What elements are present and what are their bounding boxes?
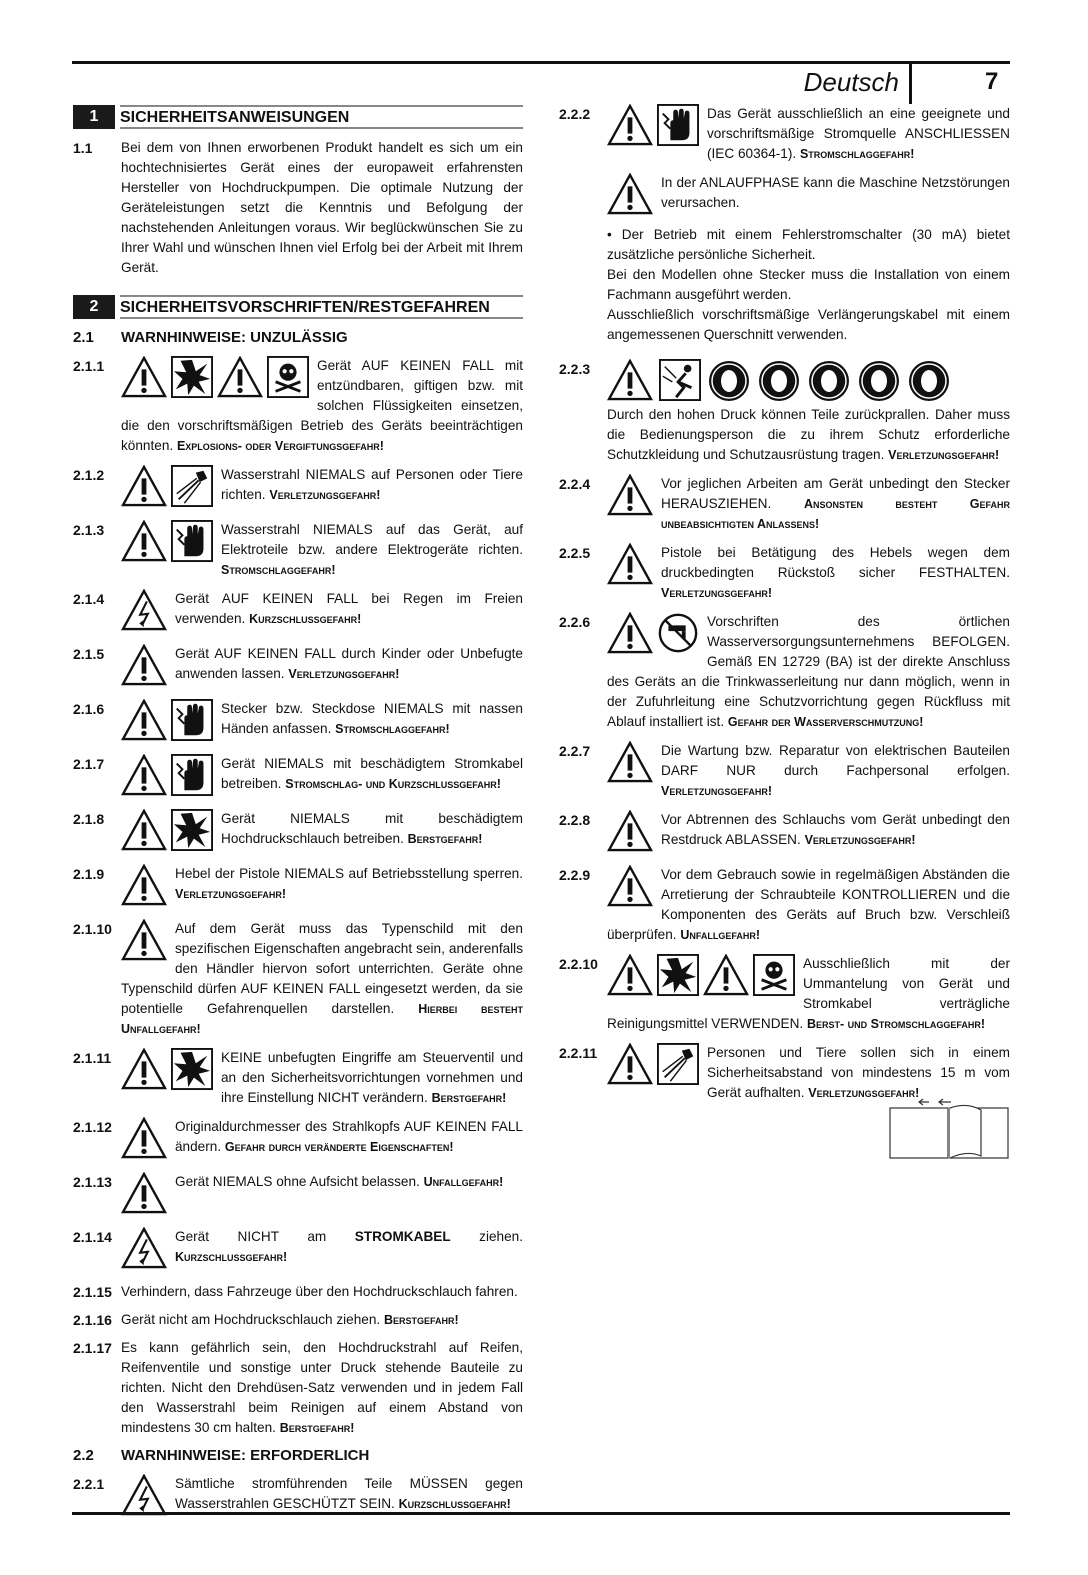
item-text: Es kann gefährlich sein, den Hochdruckstrahl auf Reifen, Reifenventile und sonstige unter Druck stehende Bauteile zu richten. Nicht den Drehdüsen-Satz verwenden und in jedem Fall den Wasserstrahl beim Reinigen auf einem Abstand von mindestens 30 cm halten. (121, 1340, 523, 1435)
ear-protection-icon (807, 359, 851, 403)
hazard-warning: Verletzungsgefahr! (288, 667, 400, 681)
gloves-icon (857, 359, 901, 403)
helmet-icon (757, 359, 801, 403)
subsection-title: WARNHINWEISE: ERFORDERLICH (121, 1447, 370, 1464)
header-language: Deutsch (790, 64, 912, 104)
hazard-warning: Ansonsten besteht Gefahr unbeabsichtigten Anlassens! (661, 497, 1010, 531)
hazard-warning: Explosions- oder Vergiftungsgefahr! (176, 439, 384, 453)
item-text: Gerät NICHT am (175, 1229, 355, 1244)
item-text: Vor dem Gebrauch sowie in regelmäßigen Abständen die Arretierung der Schraubteile KONTROLLIEREN und die Komponenten des Geräts auf Bruch bzw. Verschleiß überprüfen. (607, 867, 1010, 942)
electric-hand-icon (171, 520, 213, 562)
warning-icon (121, 864, 167, 906)
item-number: 2.1.13 (73, 1174, 112, 1190)
warning-icon (607, 543, 653, 585)
item-number: 2.1.17 (73, 1340, 112, 1356)
subsection-2-2-heading (73, 1446, 523, 1466)
warning-icon (121, 699, 167, 741)
item-text: Sämtliche stromführenden Teile MÜSSEN gegen Wasserstrahlen GESCHÜTZT SEIN. (175, 1476, 523, 1511)
hazard-warning: Verletzungsgefahr! (269, 488, 381, 502)
item-text: Originaldurchmesser des Strahlkopfs AUF KEINEN FALL ändern. (175, 1119, 523, 1154)
item-2-1-12 (73, 1117, 523, 1163)
item-text: In der ANLAUFPHASE kann die Maschine Netzstörungen verursachen. (661, 175, 1010, 210)
item-text: Auf dem Gerät muss das Typenschild mit den spezifischen Eigenschaften angebracht sein, anderenfalls den Händler hiervon sofort unterrichten. Geräte ohne Typenschild dürfen AUF KEINEN FALL eingesetzt werden, da sie potentielle Gefahrenquellen darstellen. (121, 921, 523, 1016)
item-text: Verhindern, dass Fahrzeuge über den Hochdruckschlauch fahren. (121, 1284, 518, 1299)
warning-icon (607, 954, 653, 996)
hazard-warning: Berstgefahr! (407, 832, 483, 846)
paragraph-1-1 (73, 138, 523, 278)
item-text: KEINE unbefugten Eingriffe am Steuerventil und an den Sicherheitsvorrichtungen vornehmen und ihre Einstellung NICHT verändern. (221, 1050, 523, 1105)
item-text: Wasserstrahl NIEMALS auf das Gerät, auf Elektroteile bzw. andere Elektrogeräte richten. (221, 522, 523, 557)
item-text: • Der Betrieb mit einem Fehlerstromschalter (30 mA) bietet zusätzliche persönliche Sicherheit. (607, 227, 1010, 262)
section-number: 1 (73, 105, 115, 129)
hazard-warning: Stromschlaggefahr! (221, 563, 336, 577)
item-text: Das Gerät ausschließlich an eine geeignete und vorschriftsmäßige Stromquelle ANSCHLIESSEN (IEC 60364-1). (707, 106, 1010, 161)
item-2-1-13 (73, 1172, 523, 1218)
warning-icon (607, 741, 653, 783)
hazard-warning: Kurzschlussgefahr! (398, 1497, 511, 1511)
hazard-warning: Unfallgefahr! (680, 928, 761, 942)
item-number: 2.2.5 (559, 545, 591, 561)
rebound-hazard-icon (659, 359, 701, 401)
item-number: 2.1.10 (73, 921, 112, 937)
item-2-1-16 (73, 1310, 523, 1330)
section-title: SICHERHEITSVORSCHRIFTEN/RESTGEFAHREN (120, 295, 523, 319)
item-2-1-14 (73, 1227, 523, 1273)
warning-icon (121, 1117, 167, 1159)
warning-icon (121, 919, 167, 961)
warning-icon (121, 520, 167, 562)
hazard-warning: Berstgefahr! (383, 1313, 459, 1327)
item-number: 2.1.5 (73, 646, 105, 662)
item-2-1-17 (73, 1338, 523, 1438)
section-1-heading (73, 104, 523, 130)
item-2-2-5 (559, 543, 1010, 603)
item-number: 2.1.6 (73, 701, 105, 717)
item-number: 2.1.1 (73, 358, 105, 374)
item-number: 2.2.4 (559, 476, 591, 492)
item-text: Vorschriften des örtlichen Wasserversorgungsunternehmens BEFOLGEN. Gemäß EN 12729 (BA) ist der direkte Anschluss des Geräts an die Trinkwasserleitung nur dann möglich, wenn in der Zufuhrleitung eine Schutzvorrichtung gegen Rückfluss mit Ablauf installiert ist. (607, 614, 1010, 729)
item-text: Personen und Tiere sollen sich in einem Sicherheitsabstand von mindestens 15 m vom Gerät aufhalten. (707, 1045, 1010, 1100)
warning-icon (121, 809, 167, 851)
item-number: 2.2.8 (559, 812, 591, 828)
item-number: 2.1.3 (73, 522, 105, 538)
goggles-icon (907, 359, 951, 403)
electric-hand-icon (171, 754, 213, 796)
page-number: 7 (985, 68, 999, 95)
subsection-number: 2.1 (73, 329, 94, 346)
subsection-2-1-heading (73, 328, 523, 348)
warning-icon (607, 474, 653, 516)
item-number: 2.1.15 (73, 1284, 112, 1300)
item-2-1-7 (73, 754, 523, 800)
hazard-warning: Verletzungsgefahr! (888, 448, 1000, 462)
explosion-icon (171, 809, 213, 851)
warning-icon (121, 1172, 167, 1214)
warning-icon (121, 754, 167, 796)
item-2-1-9 (73, 864, 523, 910)
item-text: Durch den hohen Druck können Teile zurückprallen. Daher muss die Bedienungsperson die zu ihrem Schutz erforderliche Schutzkleidung und Schutzausrüstung tragen. (607, 407, 1010, 462)
item-2-2-11 (559, 1043, 1010, 1103)
hazard-warning: Kurzschlussgefahr! (175, 1250, 288, 1264)
hazard-warning: Hierbei besteht Unfallgefahr! (121, 1002, 523, 1036)
subsection-number: 2.2 (73, 1447, 94, 1464)
hazard-warning: Gefahr durch veränderte Eigenschaften! (224, 1140, 454, 1154)
item-2-2-10 (559, 954, 1010, 1034)
item-2-1-11 (73, 1048, 523, 1108)
item-number: 2.2.1 (73, 1476, 105, 1492)
item-text: Vor jeglichen Arbeiten am Gerät unbedingt den Stecker HERAUSZIEHEN. (661, 476, 1010, 511)
hazard-warning: Verletzungsgefahr! (661, 586, 773, 600)
item-number: 2.2.7 (559, 743, 591, 759)
item-2-1-15 (73, 1282, 523, 1302)
item-number: 2.2.6 (559, 614, 591, 630)
item-text: Gerät nicht am Hochdruckschlauch ziehen. (121, 1312, 381, 1327)
item-text: Stecker bzw. Steckdose NIEMALS mit nassen Händen anfassen. (221, 701, 523, 736)
hazard-warning: Berstgefahr! (431, 1091, 507, 1105)
item-2-1-6 (73, 699, 523, 745)
warning-icon (607, 810, 653, 852)
high-voltage-icon (121, 589, 167, 631)
hazard-warning: Unfallgefahr! (423, 1175, 504, 1189)
item-2-2-2 (559, 104, 1010, 164)
item-text-bold: STROMKABEL (354, 1229, 451, 1244)
item-2-1-3 (73, 520, 523, 580)
item-text: Wasserstrahl NIEMALS auf Personen oder Tiere richten. (221, 467, 523, 502)
warning-icon (121, 356, 167, 398)
item-2-2-8 (559, 810, 1010, 856)
item-number: 2.1.4 (73, 591, 105, 607)
explosion-icon (171, 356, 213, 398)
item-text: Vor Abtrennen des Schlauchs vom Gerät unbedingt den Restdruck ABLASSEN. (661, 812, 1010, 847)
item-text: Ausschließlich vorschriftsmäßige Verlängerungskabel mit einem angemessenen Querschnitt verwenden. (607, 307, 1010, 342)
item-number: 2.1.2 (73, 467, 105, 483)
paragraph-text: Bei dem von Ihnen erworbenen Produkt handelt es sich um ein hochtechnisiertes Gerät eines der europaweit erfahrensten Hersteller von Hochdruckpumpen. Die optimale Nutzung der Geräteleistungen setzt die Kenntnis und Befolgung der nachstehenden Anleitungen voraus. Wir beglückwünschen Sie zu Ihrer Wahl und wünschen Ihnen viel Erfolg bei der Arbeit mit Ihrem Gerät. (121, 140, 523, 275)
hazard-warning: Verletzungsgefahr! (804, 833, 916, 847)
item-text: Die Wartung bzw. Reparatur von elektrischen Bauteilen DARF NUR durch Fachpersonal erfolgen. (661, 743, 1010, 778)
hazard-warning: Verletzungsgefahr! (808, 1086, 920, 1100)
item-text: Gerät NIEMALS ohne Aufsicht belassen. (175, 1174, 420, 1189)
no-direct-water-connection-icon (657, 612, 699, 654)
hazard-warning: Stromschlaggefahr! (799, 147, 915, 161)
warning-icon (121, 465, 167, 507)
explosion-icon (657, 954, 699, 996)
item-text: Ausschließlich mit der Ummantelung von Gerät und Stromkabel verträgliche Reinigungsmittel VERWENDEN. (607, 956, 1010, 1031)
section-number: 2 (73, 295, 115, 319)
item-number: 2.1.12 (73, 1119, 112, 1135)
warning-icon (121, 1048, 167, 1090)
item-2-2-2-startup (559, 173, 1010, 219)
item-2-2-9 (559, 865, 1010, 945)
item-text: Gerät AUF KEINEN FALL mit entzündbaren, giftigen bzw. mit solchen Flüssigkeiten einsetzen, die den vorschriftsmäßigen Betrieb des Geräts beeinträchtigen könnten. (121, 358, 523, 453)
item-2-1-5 (73, 644, 523, 690)
item-number: 2.2.3 (559, 361, 591, 377)
item-2-1-1 (73, 356, 523, 456)
warning-icon (121, 644, 167, 686)
hazard-warning: Berst- und Stromschlaggefahr! (806, 1017, 986, 1031)
bottom-rule (72, 1512, 1010, 1515)
hazard-warning: Verletzungsgefahr! (661, 784, 773, 798)
item-2-2-3 (559, 359, 1010, 465)
high-voltage-icon (121, 1474, 167, 1516)
item-2-2-6 (559, 612, 1010, 732)
warning-icon (217, 356, 263, 398)
item-text: Gerät NIEMALS mit beschädigtem Hochdruckschlauch betreiben. (221, 811, 523, 846)
item-number: 2.1.11 (73, 1050, 112, 1066)
item-2-1-10 (73, 919, 523, 1039)
item-number: 2.2.10 (559, 956, 598, 972)
protective-clothing-icon (707, 359, 751, 403)
warning-icon (607, 1043, 653, 1085)
item-number: 2.2.2 (559, 106, 591, 122)
item-text: Gerät AUF KEINEN FALL bei Regen im Freien verwenden. (175, 591, 523, 626)
item-number: 2.1.9 (73, 866, 105, 882)
item-2-2-7 (559, 741, 1010, 801)
hazard-warning: Kurzschlussgefahr! (249, 612, 362, 626)
water-jet-person-icon (171, 465, 213, 507)
paragraph-number: 1.1 (73, 140, 93, 156)
warning-icon (607, 104, 653, 146)
item-number: 2.1.8 (73, 811, 105, 827)
warning-icon (607, 865, 653, 907)
hazard-warning: Gefahr der Wasserverschmutzung! (727, 715, 924, 729)
hazard-warning: Berstgefahr! (279, 1421, 355, 1435)
toxic-icon (267, 356, 309, 398)
warning-icon (607, 359, 653, 401)
section-2-heading (73, 294, 523, 320)
item-text: Pistole bei Betätigung des Hebels wegen dem druckbedingten Rückstoß sicher FESTHALTEN. (661, 545, 1010, 580)
section-title: SICHERHEITSANWEISUNGEN (120, 105, 523, 129)
hazard-warning: Stromschlag- und Kurzschlussgefahr! (285, 777, 501, 791)
water-jet-person-icon (657, 1043, 699, 1085)
item-number: 2.1.16 (73, 1312, 112, 1328)
explosion-icon (171, 1048, 213, 1090)
item-text: Gerät NIEMALS mit beschädigtem Stromkabel betreiben. (221, 756, 523, 791)
left-column (73, 104, 523, 1529)
item-2-1-2 (73, 465, 523, 511)
high-voltage-icon (121, 1227, 167, 1269)
item-2-1-8 (73, 809, 523, 855)
item-text: Bei den Modellen ohne Stecker muss die Installation von einem Fachmann ausgeführt werden. (607, 267, 1010, 302)
item-text: Hebel der Pistole NIEMALS auf Betriebsstellung sperren. (175, 866, 523, 881)
item-2-1-4 (73, 589, 523, 635)
item-number: 2.1.14 (73, 1229, 112, 1245)
item-number: 2.1.7 (73, 756, 105, 772)
hazard-warning: Verletzungsgefahr! (175, 887, 287, 901)
electric-hand-icon (657, 104, 699, 146)
right-column (559, 104, 1010, 1112)
item-2-2-4 (559, 474, 1010, 534)
subsection-title: WARNHINWEISE: UNZULÄSSIG (121, 329, 348, 346)
item-text: Gerät AUF KEINEN FALL durch Kinder oder Unbefugte anwenden lassen. (175, 646, 523, 681)
warning-icon (607, 173, 653, 215)
warning-icon (607, 612, 653, 654)
hazard-warning: Stromschlaggefahr! (335, 722, 450, 736)
warning-icon (703, 954, 749, 996)
item-number: 2.2.9 (559, 867, 591, 883)
turn-page-icon (889, 1098, 1011, 1160)
toxic-icon (753, 954, 795, 996)
item-text: ziehen. (450, 1229, 523, 1244)
electric-hand-icon (171, 699, 213, 741)
item-number: 2.2.11 (559, 1045, 598, 1061)
